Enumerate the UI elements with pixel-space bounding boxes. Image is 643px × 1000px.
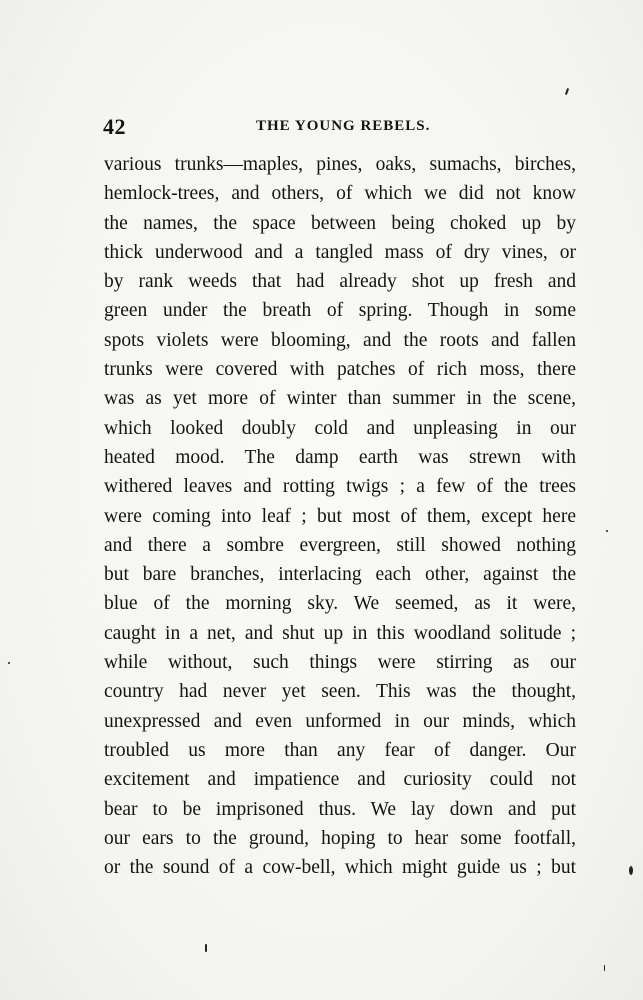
scan-speck bbox=[565, 88, 569, 95]
text-line: bear to be imprisoned thus. We lay down and put bbox=[104, 798, 576, 820]
text-line: was as yet more of winter than summer in the scene, bbox=[104, 388, 576, 410]
text-line: excitement and impatience and curiosity could not bbox=[104, 769, 576, 791]
text-line: or the sound of a cow-bell, which might guide us ; but bbox=[104, 857, 576, 879]
text-line: by rank weeds that had already shot up fresh and bbox=[104, 271, 576, 293]
text-line: unexpressed and even unformed in our minds, which bbox=[104, 710, 576, 732]
scan-speck bbox=[606, 530, 608, 532]
text-line: were coming into leaf ; but most of them, except here bbox=[104, 505, 576, 527]
text-line: but bare branches, interlacing each other, against the bbox=[104, 564, 576, 586]
scan-speck bbox=[8, 662, 10, 664]
text-line: troubled us more than any fear of danger. Our bbox=[104, 739, 576, 761]
scan-speck bbox=[604, 965, 605, 971]
text-line: and there a sombre evergreen, still showed nothing bbox=[104, 534, 576, 556]
body-text bbox=[104, 150, 576, 882]
page-header bbox=[100, 114, 580, 138]
text-line: country had never yet seen. This was the thought, bbox=[104, 681, 576, 703]
text-line: various trunks—maples, pines, oaks, sumachs, birches, bbox=[104, 154, 576, 175]
text-line: caught in a net, and shut up in this woodland solitude ; bbox=[104, 622, 576, 644]
text-line: trunks were covered with patches of rich moss, there bbox=[104, 359, 576, 381]
text-line: while without, such things were stirring as our bbox=[104, 652, 576, 674]
text-line: spots violets were blooming, and the roots and fallen bbox=[104, 329, 576, 351]
page-number: 42 bbox=[103, 114, 126, 139]
text-line: the names, the space between being choked up by bbox=[104, 212, 576, 234]
text-line: blue of the morning sky. We seemed, as it were, bbox=[104, 593, 576, 615]
text-line: thick underwood and a tangled mass of dry vines, or bbox=[104, 241, 576, 263]
text-line: heated mood. The damp earth was strewn with bbox=[104, 446, 576, 468]
scan-speck bbox=[205, 944, 207, 952]
text-line: withered leaves and rotting twigs ; a few of the trees bbox=[104, 476, 576, 498]
text-line: hemlock-trees, and others, of which we did not know bbox=[104, 183, 576, 205]
text-line: which looked doubly cold and unpleasing in our bbox=[104, 417, 576, 439]
running-head: THE YOUNG REBELS. bbox=[256, 118, 431, 134]
scan-speck bbox=[629, 866, 633, 875]
text-line: green under the breath of spring. Though in some bbox=[104, 300, 576, 322]
text-line: our ears to the ground, hoping to hear some footfall, bbox=[104, 827, 576, 849]
